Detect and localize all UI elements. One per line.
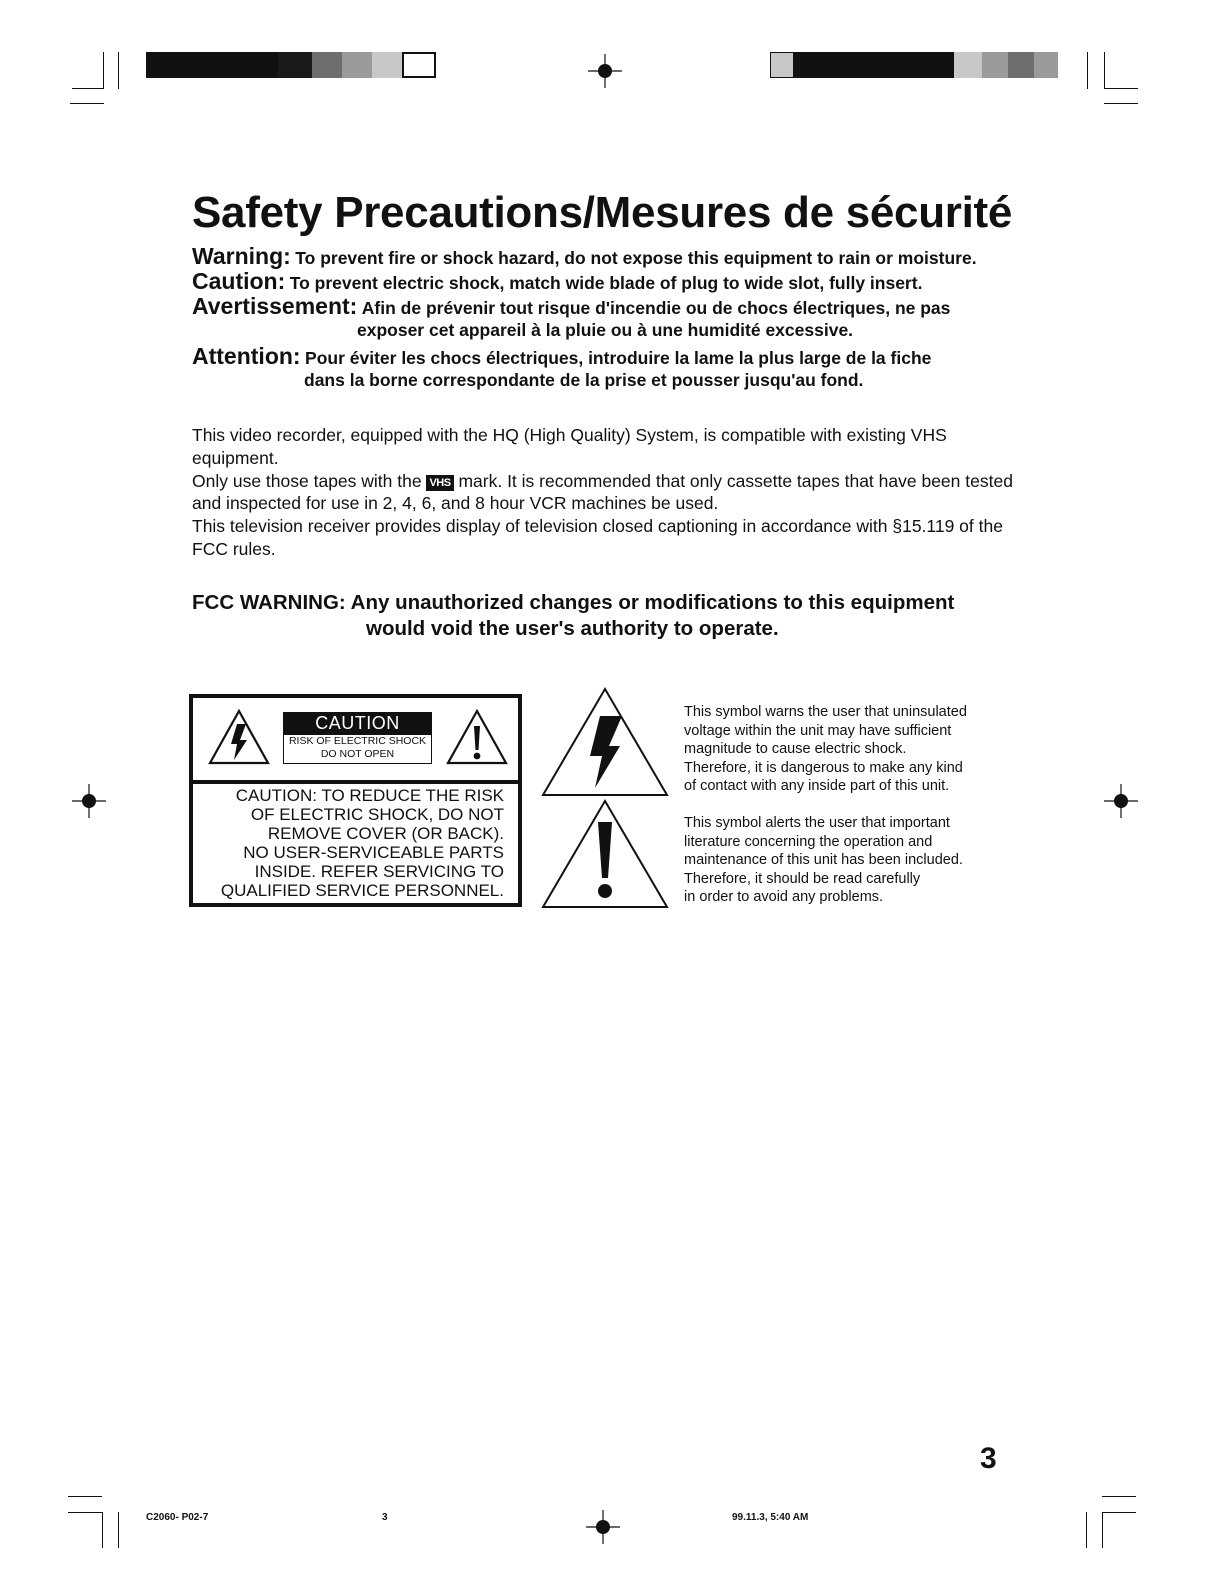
body-text: [192, 424, 1032, 561]
caution-text-line: NO USER-SERVICEABLE PARTS: [243, 843, 504, 862]
crop-mark: [1104, 103, 1138, 104]
fcc-warning-text: Any unauthorized changes or modifications to this equipment: [350, 591, 955, 614]
page-number: 3: [980, 1442, 997, 1475]
caution-banner: CAUTION: [283, 712, 432, 734]
footer-timestamp: 99.11.3, 5:40 AM: [732, 1512, 809, 1523]
lightning-triangle-icon: [207, 708, 271, 766]
description-line: This symbol warns the user that uninsulated: [684, 704, 967, 720]
registration-mark-icon: [588, 54, 622, 88]
description-line: Therefore, it is dangerous to make any kind: [684, 759, 963, 776]
crop-mark: [1087, 52, 1088, 89]
caution-text-line: INSIDE. REFER SERVICING TO: [254, 862, 504, 881]
crop-mark: [68, 1496, 102, 1497]
paragraph-captioning: This television receiver provides display of television closed captioning in accordance with §15.119 of the FCC rules.: [192, 516, 1003, 559]
attention-line: [192, 343, 931, 370]
crop-mark: [1086, 1512, 1087, 1548]
caution-label-text: [199, 786, 504, 900]
fcc-warning-line1: [192, 591, 954, 615]
large-lightning-triangle-icon: [540, 686, 670, 798]
lightning-symbol-description: [684, 703, 1024, 796]
crop-mark: [102, 1512, 103, 1548]
footer-page: 3: [382, 1512, 388, 1523]
description-line: magnitude to cause electric shock.: [684, 741, 907, 757]
attention-continuation: dans la borne correspondante de la prise et pousser jusqu'au fond.: [304, 370, 864, 390]
paragraph-vhs-compat: This video recorder, equipped with the HQ (High Quality) System, is compatible with existing VHS equipment.: [192, 425, 947, 468]
paragraph-tapes: [192, 470, 1032, 516]
registration-mark-icon: [586, 1510, 620, 1544]
caution-text: To prevent electric shock, match wide blade of plug to wide slot, fully insert.: [289, 273, 923, 293]
large-exclamation-triangle-icon: [540, 798, 670, 910]
description-line: in order to avoid any problems.: [684, 889, 884, 905]
warning-label: Warning:: [192, 243, 291, 269]
crop-mark: [1104, 88, 1138, 89]
caution-subtext: [283, 734, 432, 764]
crop-mark: [70, 103, 104, 104]
paragraph-tapes-before: Only use those tapes with the: [192, 470, 422, 491]
crop-mark: [72, 88, 104, 89]
attention-text: Pour éviter les chocs électriques, introduire la lame la plus large de la fiche: [305, 348, 932, 368]
paragraph-tapes-after: mark. It is recommended that only cassette tapes that have been tested and inspected for use in 2, 4, 6, and 8 hour VCR machines be used.: [192, 470, 1013, 514]
caution-sub-line2: DO NOT OPEN: [320, 748, 395, 760]
description-line: of contact with any inside part of this unit.: [684, 778, 950, 794]
avertissement-text: Afin de prévenir tout risque d'incendie ou de chocs électriques, ne pas: [361, 298, 951, 318]
registration-mark-icon: [1104, 784, 1138, 818]
crop-mark: [1104, 52, 1105, 89]
caution-text-line: REMOVE COVER (OR BACK).: [267, 824, 504, 843]
caution-line: [192, 268, 922, 295]
warning-text: To prevent fire or shock hazard, do not expose this equipment to rain or moisture.: [295, 248, 977, 268]
description-line: literature concerning the operation and: [684, 833, 933, 850]
description-line: Therefore, it should be read carefully: [684, 870, 921, 887]
crop-mark: [118, 52, 119, 89]
caution-text-line: QUALIFIED SERVICE PERSONNEL.: [220, 881, 504, 900]
fcc-warning-line2: would void the user's authority to operate.: [366, 617, 779, 640]
caution-text-line: OF ELECTRIC SHOCK, DO NOT: [250, 805, 504, 824]
exclamation-triangle-icon: [445, 708, 509, 766]
footer-code: C2060- P02-7: [146, 1512, 209, 1523]
attention-label: Attention:: [192, 343, 301, 369]
caution-label-box: [189, 694, 522, 907]
avertissement-label: Avertissement:: [192, 293, 358, 319]
crop-mark: [68, 1512, 102, 1513]
warning-line: [192, 243, 977, 270]
exclamation-symbol-description: [684, 814, 1024, 907]
crop-mark: [118, 1512, 119, 1548]
crop-mark: [1102, 1496, 1136, 1497]
registration-mark-icon: [72, 784, 106, 818]
crop-mark: [1102, 1512, 1136, 1513]
caution-label: Caution:: [192, 268, 286, 294]
description-line: This symbol alerts the user that important: [684, 815, 950, 831]
caution-label-header: [193, 698, 518, 784]
crop-mark: [1102, 1512, 1103, 1548]
crop-mark: [103, 52, 104, 89]
description-line: voltage within the unit may have sufficient: [684, 722, 952, 739]
vhs-mark-icon: VHS: [426, 475, 453, 491]
page-title: Safety Precautions/Mesures de sécurité: [192, 188, 1013, 237]
description-line: maintenance of this unit has been included.: [684, 852, 963, 868]
color-bar-left: [146, 52, 438, 78]
caution-text-line: CAUTION: TO REDUCE THE RISK: [235, 786, 504, 805]
caution-sub-line1: RISK OF ELECTRIC SHOCK: [288, 735, 427, 747]
avertissement-line: [192, 293, 950, 320]
avertissement-continuation: exposer cet appareil à la pluie ou à une humidité excessive.: [357, 320, 854, 340]
color-bar-right: [770, 52, 1058, 78]
fcc-warning-label: FCC WARNING:: [192, 591, 346, 614]
